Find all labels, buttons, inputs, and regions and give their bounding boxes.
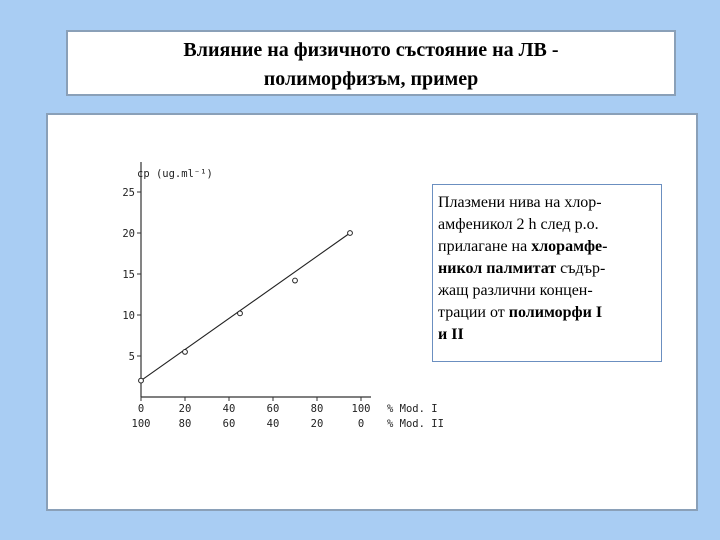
caption-bold-end: и II: [438, 326, 464, 343]
y-axis-label: cp (ug.ml⁻¹): [137, 168, 213, 180]
x-tick-label-mod2: 80: [178, 418, 192, 430]
caption-line5: жащ различни концен-: [438, 282, 593, 299]
caption-bold-drug2: никол палмитат: [438, 260, 557, 277]
x-tick-label-mod1: 0: [137, 403, 145, 415]
chart-ticks: [122, 187, 444, 430]
y-tick-label: 10: [122, 310, 135, 322]
data-point: [238, 311, 243, 316]
x-tick-label-mod2: 100: [131, 418, 151, 430]
x-axis-label-mod2: % Mod. II: [387, 418, 444, 430]
caption-line3: прилагане на: [438, 238, 532, 255]
caption-bold-drug1: хлорамфе-: [531, 238, 608, 255]
data-point: [183, 350, 188, 355]
caption-line4: съдър-: [556, 260, 606, 277]
chart-caption: [432, 184, 662, 362]
y-tick-label: 15: [122, 269, 135, 281]
slide-title-line1: Влияние на физичното състояние на ЛВ -: [183, 39, 559, 61]
y-tick-label: 25: [122, 187, 135, 199]
chart-marks: [139, 231, 353, 383]
caption-bold-polymorphs: полиморфи I: [508, 304, 603, 321]
caption-line1: Плазмени нива на хлор-: [438, 194, 602, 211]
x-tick-label-mod2: 40: [266, 418, 280, 430]
chart-axes: [137, 162, 371, 397]
y-tick-label: 5: [128, 351, 135, 363]
regression-line: [141, 233, 350, 381]
x-tick-label-mod1: 60: [266, 403, 280, 415]
data-point: [348, 231, 353, 236]
data-point: [293, 278, 298, 283]
y-tick-label: 20: [122, 228, 135, 240]
x-tick-label-mod1: 80: [310, 403, 324, 415]
caption-line2: амфеникол 2 h след p.o.: [438, 216, 599, 233]
x-tick-label-mod1: 20: [178, 403, 192, 415]
x-tick-label-mod2: 0: [357, 418, 365, 430]
x-axis-label-mod1: % Mod. I: [387, 403, 438, 415]
slide-title-line2: полиморфизъм, пример: [263, 68, 479, 90]
x-tick-label-mod2: 20: [310, 418, 324, 430]
x-tick-label-mod2: 60: [222, 418, 236, 430]
caption-line6: трации от: [438, 304, 509, 321]
x-tick-label-mod1: 40: [222, 403, 236, 415]
x-tick-label-mod1: 100: [351, 403, 371, 415]
data-point: [139, 378, 144, 383]
